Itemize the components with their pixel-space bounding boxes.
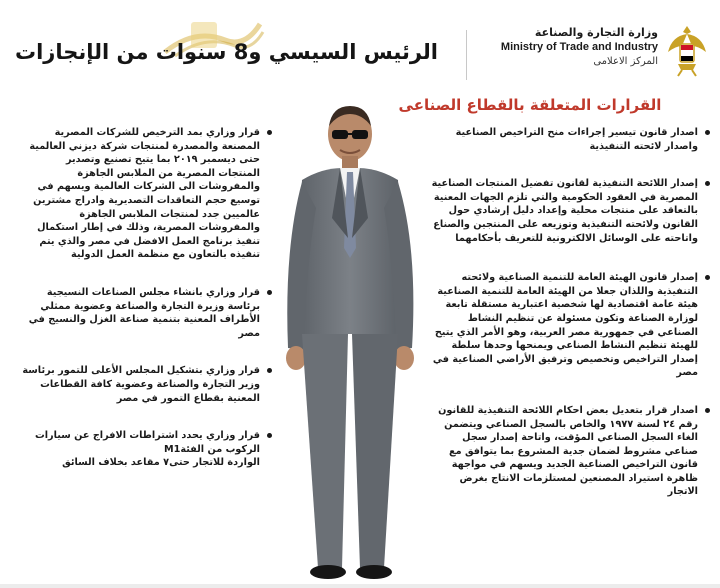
list-item: قرار وزاري بانشاء مجلس الصناعات النسيجية برئاسة وزيرة التجارة والصناعة وعضوية ممثلي الأطراف المعنية بتنمية صناعة الغزل والنسيج في مصر (22, 286, 272, 340)
bullet-icon (267, 433, 272, 438)
bullet-icon (267, 130, 272, 135)
bullet-icon (705, 408, 710, 413)
bullet-icon (705, 130, 710, 135)
list-item: قرار وزاري بتشكيل المجلس الأعلى للتمور برئاسة وزير التجارة والصناعة وعضوية كافة القطاعات المعنية بقطاع التمور في مصر (22, 364, 272, 405)
bullet-icon (705, 275, 710, 280)
list-item: اصدار قرار بتعديل بعض احكام اللائحة التنفيذية للقانون رقم ٢٤ لسنة ١٩٧٧ والخاص بالسجل الصناعي ويتضمن الغاء السجل الصناعي المؤقت، واتاحة إصدار سجل صناعي مشروط لضمان جدية المشروع بما يتوافق مع قانون التراخيص الصناعية الجديد ويسهم في مواجهة ظاهرة استيراد المصنعين لمستلزمات الانتاج بغرض الاتجار (430, 404, 710, 499)
right-decisions-column (430, 126, 710, 499)
media-center-label: المركز الاعلامى (593, 56, 658, 67)
egypt-eagle-emblem-icon (666, 22, 708, 78)
bullet-icon (267, 368, 272, 373)
header-divider (466, 30, 467, 80)
header (0, 0, 720, 94)
left-decisions-column (22, 126, 272, 470)
ministry-name-arabic: وزارة التجارة والصناعة (534, 26, 658, 39)
ministry-block (478, 26, 658, 69)
standing-man-in-suit-photo (262, 98, 438, 584)
bullet-icon (267, 290, 272, 295)
list-item: قرار وزاري بمد الترخيص للشركات المصرية المصنعة والمصدرة لمنتجات شركة ديزني العالمية حتى ديسمبر ٢٠١٩ بما يتيح تصنيع وتصدير المنتجات المصرية من الملابس الجاهزة والمفروشات الى الشركات العالمية ويسهم في توسيع حجم التعاقدات التصديرية وادراج مشترين عالميين جدد لمنتجات الملابس الجاهزة والمفروشات المصرية، وذلك في إطار استكمال تنفيذ برنامج العمل الافضل في مصر والذي يتم تنفيذه بالتعاون مع منظمة العمل الدولية (22, 126, 272, 262)
page-headline: الرئيس السيسي و8 سنوات من الإنجازات (14, 40, 438, 64)
list-item: إصدار اللائحة التنفيذية لقانون تفضيل المنتجات الصناعية المصرية في العقود الحكومية والتي تلزم الجهات المعنية بالتعاقد على منتجات محلية وإعداد دليل إرشادي حول القانون ولائحته التنفيذية وتوزيعه على المنتجين والصناع واتاحته على الوسائل الالكترونية للتعريف بأحكامهما (430, 177, 710, 245)
list-item: إصدار قانون الهيئة العامة للتنمية الصناعية ولائحته التنفيذية واللذان جعلا من الهيئة العامة للتنمية الصناعية هيئة عامة اقتصادية لها شخصية اعتبارية مستقلة تابعة لوزارة الصناعة وتكون مسئولة عن تنظيم النشاط الصناعي في جمهورية مصر العربية، وهو الأمر الذي يتيح للهيئة تنظيم النشاط الصناعي ويمنحها وحدها سلطة إصدار التراخيص وتخصيص وترفيق الأراضي الصناعية في مصر (430, 271, 710, 380)
bullet-icon (705, 181, 710, 186)
section-title: القرارات المتعلقة بالقطاع الصناعى (398, 96, 662, 114)
page-bottom-strip (0, 584, 720, 588)
list-item: قرار وزاري يحدد اشتراطات الافراج عن سيارات الركوب من الفئةM1 الواردة للاتجار حتى٧ مقاعد بخلاف السائق (22, 429, 272, 470)
ministry-name-english: Ministry of Trade and Industry (500, 41, 658, 53)
list-item: اصدار قانون تيسير إجراءات منح التراخيص الصناعية واصدار لائحته التنفيذية (430, 126, 710, 153)
